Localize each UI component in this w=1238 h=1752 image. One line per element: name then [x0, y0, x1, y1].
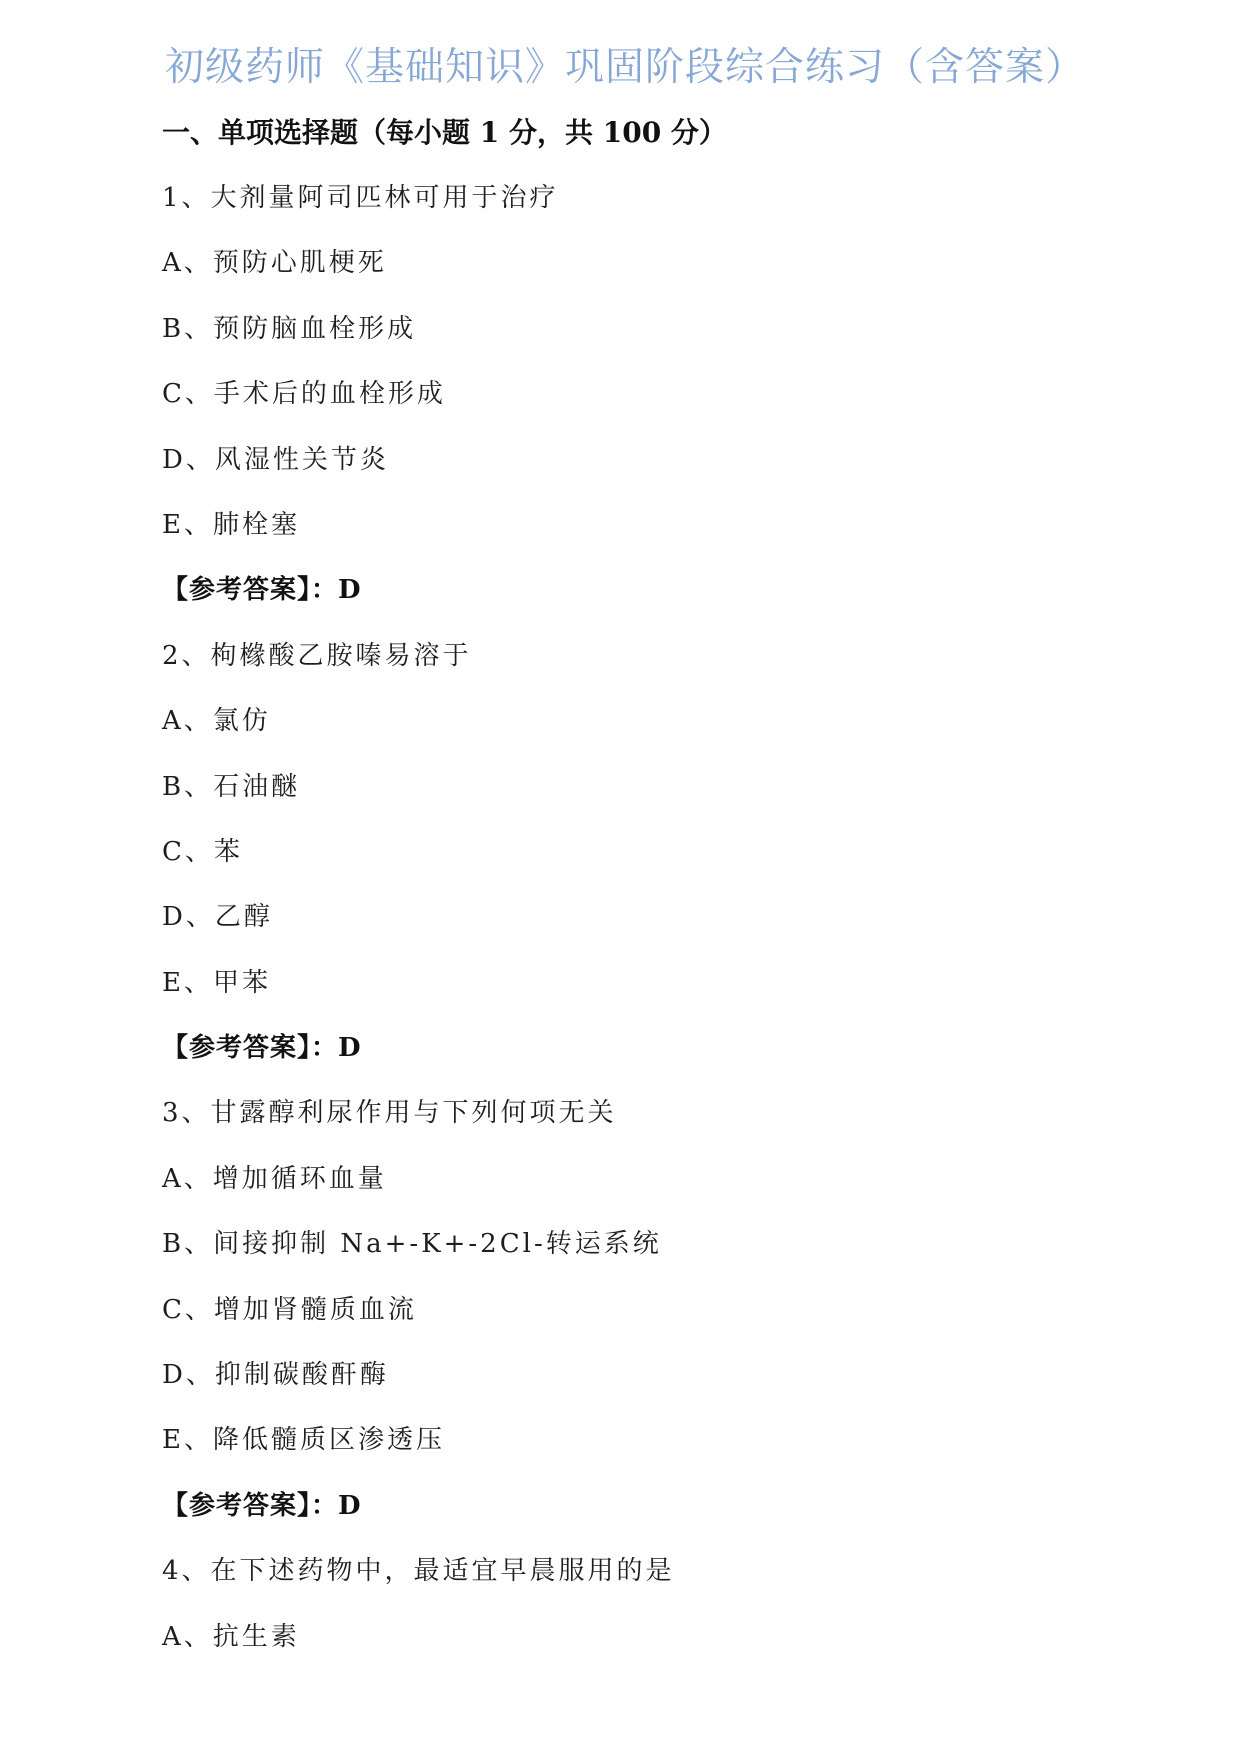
option-d: D、风湿性关节炎 — [162, 444, 389, 475]
answer-separator: ： — [311, 575, 339, 606]
answer-label: 【参考答案】 — [162, 1490, 312, 1521]
option-b: B、预防脑血栓形成 — [162, 313, 417, 344]
question-stem: 4、在下述药物中，最适宜早晨服用的是 — [162, 1556, 675, 1587]
answer-separator: ： — [311, 1033, 339, 1064]
option-a: A、增加循环血量 — [162, 1163, 387, 1194]
option-e: E、降低髓质区渗透压 — [162, 1425, 445, 1456]
option-b: B、间接抑制 Na+-K+-2Cl-转运系统 — [162, 1229, 662, 1260]
answer-separator: ： — [311, 1490, 339, 1521]
answer-value: D — [338, 1490, 362, 1521]
option-c: C、手术后的血栓形成 — [162, 379, 446, 410]
section-heading: 一、单项选择题（每小题 1 分，共 100 分） — [162, 116, 727, 149]
option-b: B、石油醚 — [162, 771, 301, 802]
question-stem: 1、大剂量阿司匹林可用于治疗 — [162, 183, 559, 213]
question-stem: 3、甘露醇利尿作用与下列何项无关 — [162, 1098, 617, 1129]
reference-answer — [162, 1030, 1162, 1095]
question-stem: 2、枸橼酸乙胺嗪易溶于 — [162, 640, 472, 671]
option-c: C、增加肾髓质血流 — [162, 1294, 417, 1325]
document-title: 初级药师《基础知识》巩固阶段综合练习（含答案） — [165, 45, 1086, 90]
option-a: A、预防心肌梗死 — [162, 248, 387, 279]
option-d: D、乙醇 — [162, 902, 273, 933]
answer-label: 【参考答案】 — [162, 1033, 312, 1064]
option-e: E、甲苯 — [162, 967, 271, 998]
option-a: A、抗生素 — [162, 1621, 300, 1652]
option-c: C、苯 — [162, 836, 243, 867]
option-a: A、氯仿 — [162, 706, 271, 737]
answer-value: D — [338, 1033, 362, 1064]
answer-label: 【参考答案】 — [162, 575, 312, 606]
option-d: D、抑制碳酸酐酶 — [162, 1360, 389, 1391]
answer-value: D — [338, 575, 362, 606]
option-e: E、肺栓塞 — [162, 509, 300, 540]
question-list — [162, 180, 1162, 1684]
reference-answer — [162, 1488, 1162, 1553]
reference-answer — [162, 572, 1162, 637]
